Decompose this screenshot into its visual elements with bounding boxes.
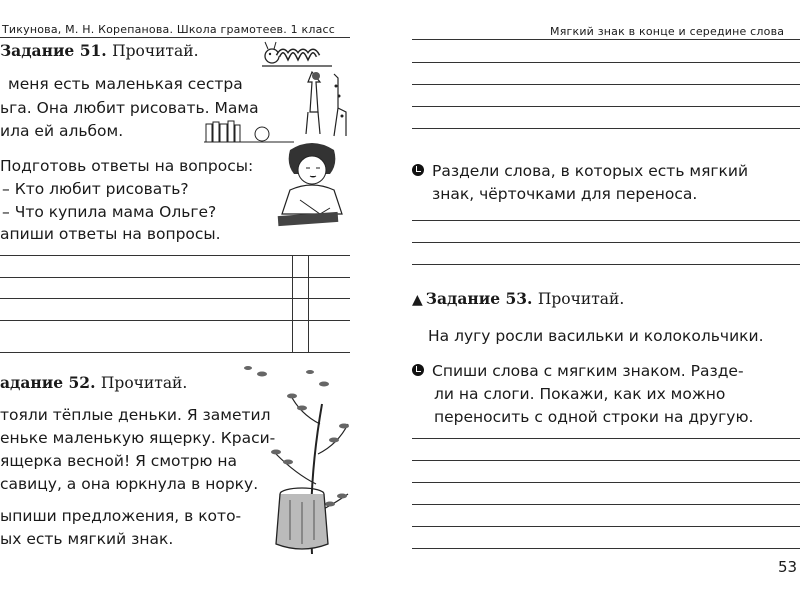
caterpillar-illustration (262, 40, 332, 68)
task51-question-1: – Кто любит рисовать? (2, 180, 189, 198)
left-page-header: Тикунова, М. Н. Корепанова. Школа грамотеев. 1 класс (2, 23, 336, 36)
task52-text-line-4: савицу, а она юркнула в норку. (0, 475, 259, 493)
family-giraffe-illustration (298, 66, 354, 138)
task52-title: адание 52. Прочитай. (0, 373, 188, 392)
task51-instruction-1: Подготовь ответы на вопросы: (0, 157, 254, 175)
pencil-bullet-icon (412, 364, 424, 376)
task52-text-line-3: ящерка весной! Я смотрю на (0, 452, 237, 470)
task51-question-2: – Что купила мама Ольге? (2, 203, 217, 221)
task53-instruction-2: ли на слоги. Покажи, как их можно (434, 385, 726, 403)
task53-sentence: На лугу росли васильки и колокольчики. (428, 327, 764, 345)
page-number: 53 (778, 558, 798, 576)
task52-instruction-3: Раздели слова, в которых есть мягкий (412, 162, 748, 180)
task53-instruction-1: Спиши слова с мягким знаком. Разде- (412, 362, 744, 380)
task52-instruction-2: ых есть мягкий знак. (0, 530, 174, 548)
task52-text-line-2: еньке маленькую ящерку. Краси- (0, 429, 276, 447)
header-rule (0, 37, 350, 38)
task52-text-line-1: тояли тёплые деньки. Я заметил (0, 406, 271, 424)
task53-title: ▲ Задание 53. Прочитай. (412, 289, 625, 308)
task51-text-line-3: ила ей альбом. (0, 122, 124, 140)
task52-instruction-1: ыпиши предложения, в кото- (0, 507, 242, 525)
right-page-header: Мягкий знак в конце и середине слова (550, 25, 785, 38)
task52-instruction-4: знак, чёрточками для переноса. (432, 185, 698, 203)
task51-title: Задание 51. Прочитай. (0, 41, 199, 60)
pencil-bullet-icon (412, 164, 424, 176)
girl-drawing-illustration (270, 140, 358, 232)
task51-text-line-2: ьга. Она любит рисовать. Мама (0, 99, 259, 117)
task51-text-line-1: меня есть маленькая сестра (8, 75, 243, 93)
task53-instruction-3: переносить с одной строки на другую. (434, 408, 754, 426)
tree-stump-illustration (232, 364, 356, 554)
task51-instruction-2: апиши ответы на вопросы. (0, 225, 221, 243)
left-page (0, 0, 358, 598)
right-page (406, 0, 800, 598)
triangle-marker-icon: ▲ (412, 292, 423, 308)
